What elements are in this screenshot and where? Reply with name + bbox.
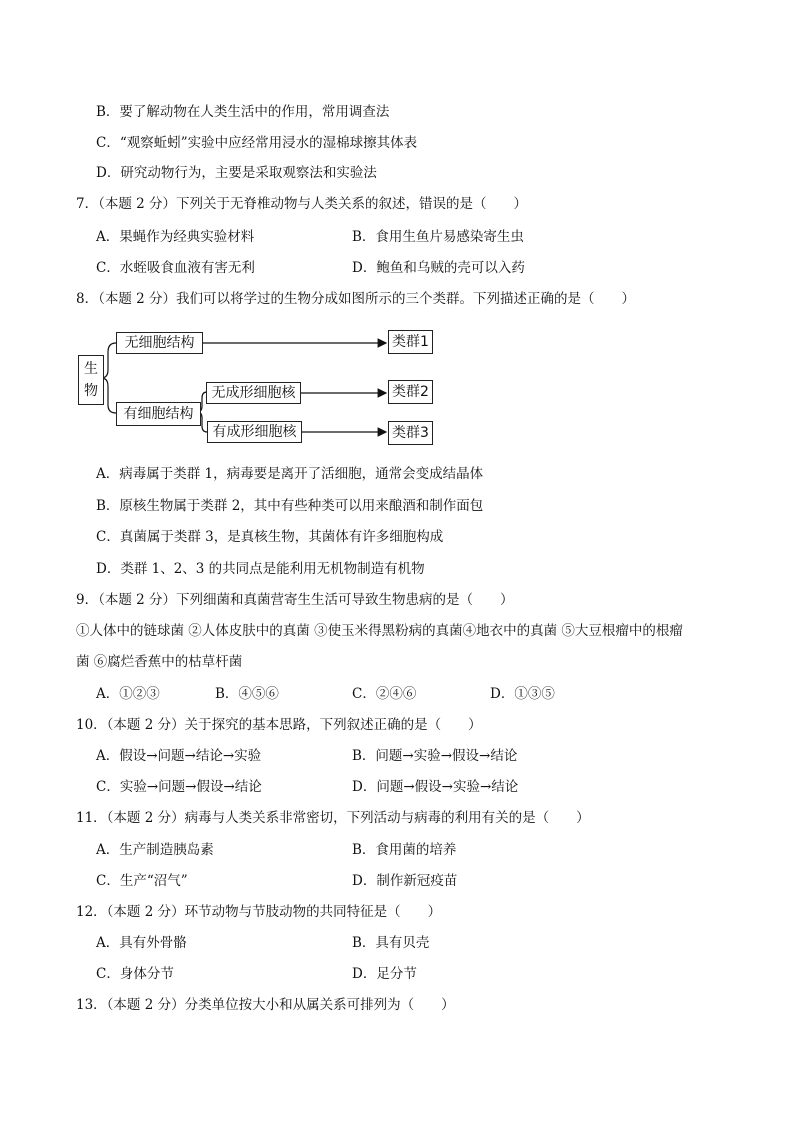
q12-option-a: A．具有外骨骼 bbox=[96, 935, 187, 951]
q8-stem: 8．（本题 2 分）我们可以将学过的生物分成如图所示的三个类群。下列描述正确的是（ ） bbox=[76, 291, 636, 307]
diagram-no-cell-structure: 无细胞结构 bbox=[116, 332, 203, 354]
q7-option-d: D．鲍鱼和乌贼的壳可以入药 bbox=[352, 260, 525, 276]
q10-stem: 10．（本题 2 分）关于探究的基本思路，下列叙述正确的是（ ） bbox=[76, 717, 482, 733]
q7-option-b: B．食用生鱼片易感染寄生虫 bbox=[352, 229, 524, 245]
q9-option-d: D．①③⑤ bbox=[490, 686, 555, 702]
q9-items-line1: ①人体中的链球菌 ②人体皮肤中的真菌 ③使玉米得黑粉病的真菌④地衣中的真菌 ⑤大豆根瘤中的根瘤 bbox=[76, 623, 683, 639]
q7-option-c: C．水蛭吸食血液有害无利 bbox=[96, 260, 255, 276]
q6-option-b: B．要了解动物在人类生活中的作用，常用调查法 bbox=[96, 104, 390, 120]
q7-option-a: A．果蝇作为经典实验材料 bbox=[96, 229, 255, 245]
q11-stem: 11．（本题 2 分）病毒与人类关系非常密切，下列活动与病毒的利用有关的是（ ） bbox=[76, 810, 590, 826]
q6-option-d: D．研究动物行为，主要是采取观察法和实验法 bbox=[96, 165, 377, 181]
q9-items-line2: 菌 ⑥腐烂香蕉中的枯草杆菌 bbox=[76, 654, 243, 670]
q11-option-d: D．制作新冠疫苗 bbox=[352, 873, 458, 889]
q12-option-c: C．身体分节 bbox=[96, 966, 174, 982]
q11-option-c: C．生产“沼气” bbox=[96, 873, 188, 889]
q9-stem: 9．（本题 2 分）下列细菌和真菌营寄生生活可导致生物患病的是（ ） bbox=[76, 592, 514, 608]
diagram-has-nucleus: 有成形细胞核 bbox=[207, 421, 302, 443]
diagram-group-3: 类群3 bbox=[388, 421, 433, 445]
q13-stem: 13．（本题 2 分）分类单位按大小和从属关系可排列为（ ） bbox=[76, 997, 455, 1013]
diagram-group-2: 类群2 bbox=[388, 380, 433, 404]
diagram-root-organism bbox=[78, 355, 104, 405]
q8-option-a: A．病毒属于类群 1，病毒要是离开了活细胞，通常会变成结晶体 bbox=[96, 466, 484, 482]
q12-option-d: D．足分节 bbox=[352, 966, 417, 982]
diagram-no-nucleus: 无成形细胞核 bbox=[206, 382, 301, 404]
q9-option-a: A．①②③ bbox=[96, 686, 160, 702]
q7-stem: 7．（本题 2 分）下列关于无脊椎动物与人类关系的叙述，错误的是（ ） bbox=[76, 196, 528, 212]
q11-option-a: A．生产制造胰岛素 bbox=[96, 842, 214, 858]
q12-stem: 12．（本题 2 分）环节动物与节肢动物的共同特征是（ ） bbox=[76, 904, 442, 920]
q11-option-b: B．食用菌的培养 bbox=[352, 842, 457, 858]
diagram-group-1: 类群1 bbox=[388, 330, 433, 354]
q8-option-d: D．类群 1、2、3 的共同点是能利用无机物制造有机物 bbox=[96, 561, 425, 577]
diagram-root-label: 生物 bbox=[84, 361, 98, 399]
q10-option-b: B．问题→实验→假设→结论 bbox=[352, 748, 518, 764]
q8-option-c: C．真菌属于类群 3，是真核生物，其菌体有许多细胞构成 bbox=[96, 529, 444, 545]
q9-option-c: C．②④⑥ bbox=[352, 686, 417, 702]
q10-option-c: C．实验→问题→假设→结论 bbox=[96, 779, 262, 795]
q12-option-b: B．具有贝壳 bbox=[352, 935, 430, 951]
q8-option-b: B．原核生物属于类群 2，其中有些种类可以用来酿酒和制作面包 bbox=[96, 498, 484, 514]
q10-option-d: D．问题→假设→实验→结论 bbox=[352, 779, 519, 795]
q6-option-c: C．“观察蚯蚓”实验中应经常用浸水的湿棉球擦其体表 bbox=[96, 135, 418, 151]
q9-option-b: B．④⑤⑥ bbox=[215, 686, 279, 702]
q10-option-a: A．假设→问题→结论→实验 bbox=[96, 748, 262, 764]
diagram-has-cell-structure: 有细胞结构 bbox=[116, 402, 201, 426]
